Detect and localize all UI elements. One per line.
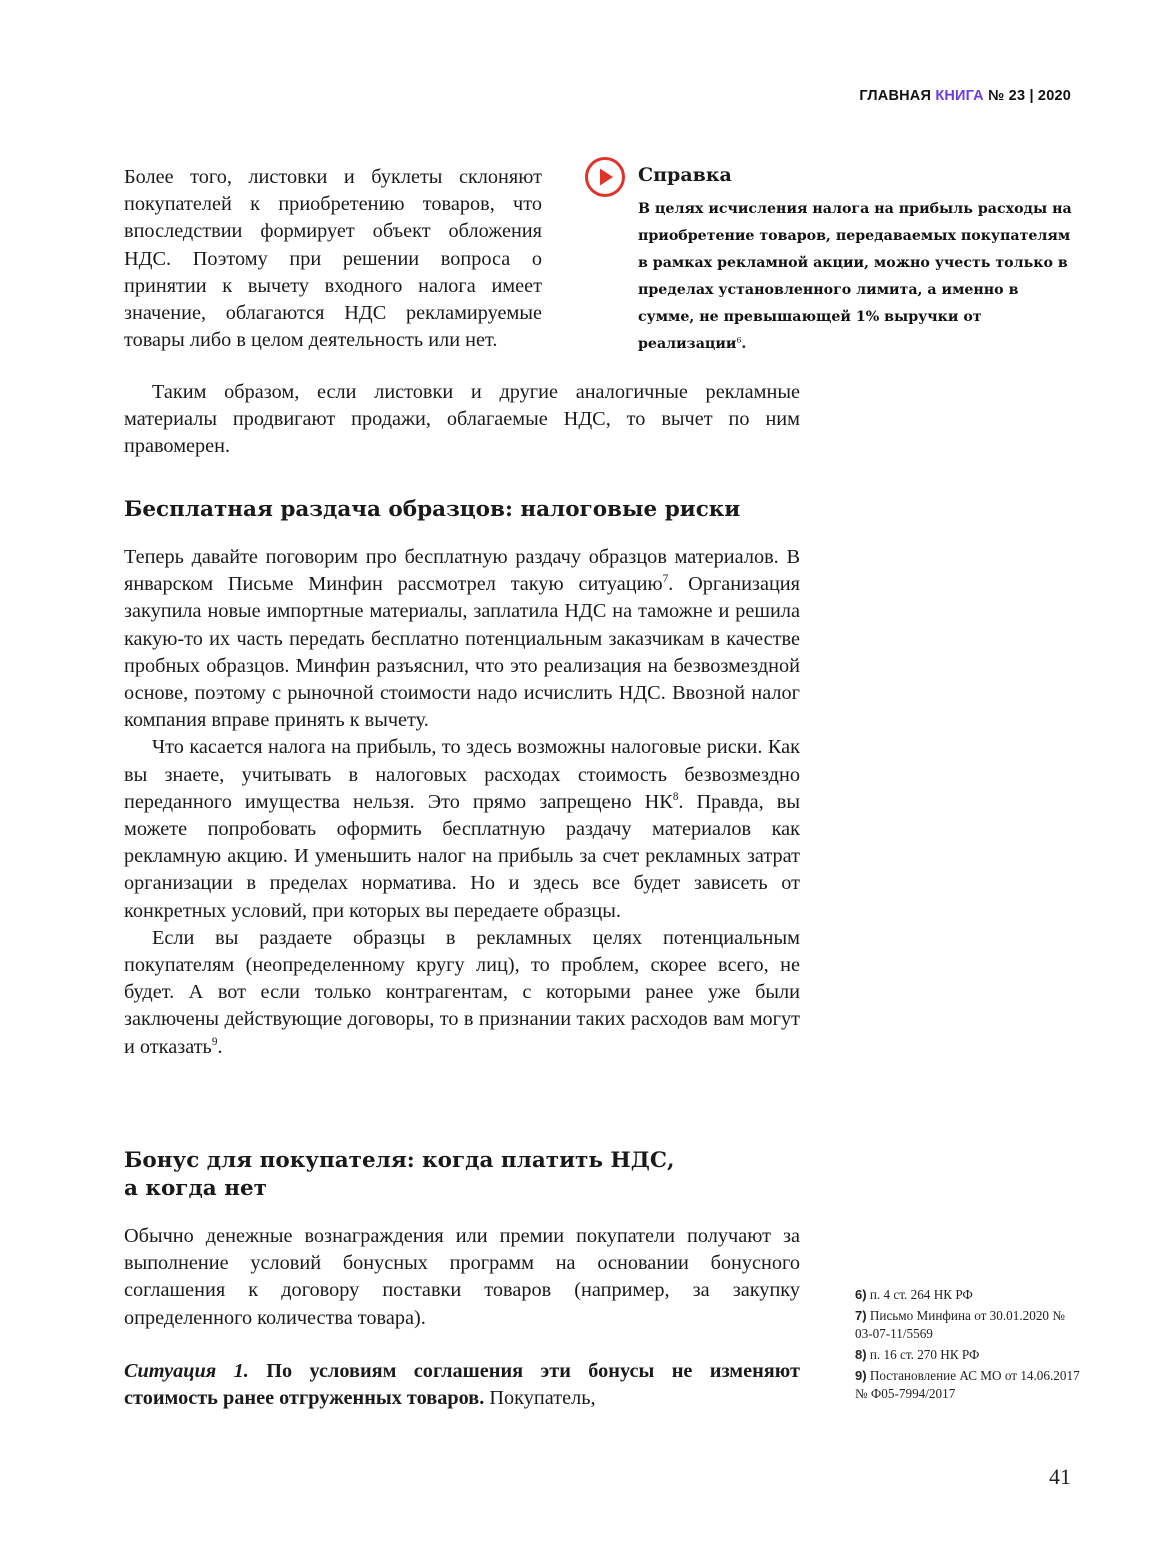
section-free-samples — [124, 496, 800, 1061]
issue-info: № 23 | 2020 — [988, 88, 1071, 104]
conclusion-paragraph: Таким образом, если листовки и другие аналогичные рекламные материалы продвигают продажи, облагаемые НДС, то вычет по ним правомерен. — [124, 381, 800, 458]
intro-block — [124, 164, 542, 354]
brand-main: ГЛАВНАЯ — [859, 88, 932, 104]
footnote: 9) Постановление АС МО от 14.06.2017 № Ф05-7994/2017 — [855, 1368, 1080, 1401]
footnote: 6) п. 4 ст. 264 НК РФ — [855, 1287, 973, 1302]
footnote-ref[interactable]: 9 — [211, 1035, 218, 1048]
intro-paragraph: Более того, листовки и буклеты склоняют покупателей к приобретению товаров, что впоследствии формирует объект обложения НДС. Поэтому при решении вопроса о принятии к вычету входного налога имеет значение, облагаются НДС рекламируемые товары либо в целом деятельность или нет. — [124, 166, 542, 352]
note-title: Справка — [638, 164, 732, 186]
running-header — [859, 88, 1071, 104]
section-heading: Бесплатная раздача образцов: налоговые риски — [124, 497, 741, 522]
situation-label: Ситуация 1. — [124, 1359, 249, 1382]
footnote: 7) Письмо Минфина от 30.01.2020 № 03-07-11/5569 — [855, 1308, 1065, 1341]
footnote-ref[interactable]: 8 — [672, 791, 679, 804]
situation-paragraph: Ситуация 1. По условиям соглашения эти бонусы не изменяют стоимость ранее отгруженных товаров. Покупатель, — [124, 1359, 800, 1410]
body-paragraph: Что касается налога на прибыль, то здесь возможны налоговые риски. Как вы знаете, учитывать в налоговых расходах стоимость безвозмездно переданного имущества нельзя. Это прямо запрещено $НК^8$. Правда, вы можете попробовать оформить бесплатную раздачу материалов как рекламную акцию. И уменьшить налог на прибыль за счет рекламных затрат организации в пределах норматива. Но и здесь все будет зависеть от конкретных условий, при которых вы передаете образцы. — [124, 736, 800, 922]
page-number: 41 — [1049, 1464, 1071, 1489]
footnote: 8) п. 16 ст. 270 НК РФ — [855, 1347, 980, 1362]
body-paragraph: Обычно денежные вознаграждения или премии покупатели получают за выполнение условий бонусных программ на основании бонусного соглашения к договору поставки товаров (например, за закупку определенного количества товара). — [124, 1225, 800, 1329]
footnote-ref[interactable]: 7 — [662, 573, 669, 586]
brand-accent: КНИГА — [935, 88, 984, 104]
footnotes — [855, 1286, 1085, 1406]
play-circle-icon — [584, 156, 626, 198]
section-heading: Бонус для покупателя: когда платить НДС, а когда нет — [124, 1148, 675, 1201]
body-paragraph: Теперь давайте поговорим про бесплатную раздачу образцов материалов. В январском Письме Минфин рассмотрел такую ситуацию$^7$. Организация закупила новые импортные материалы, заплатила НДС на таможне и решила какую-то их часть передать бесплатно потенциальным заказчикам в качестве пробных образцов. Минфин разъяснил, что это реализация на безвозмездной основе, поэтому с рыночной стоимости надо исчислить НДС. Ввозной налог компания вправе принять к вычету. — [124, 546, 800, 732]
note-text: В целях исчисления налога на прибыль расходы на приобретение товаров, передаваемых покупателям в рамках рекламной акции, можно учесть только в пределах установленного лимита, а именно в сумме, не превышающей 1% выручки от реализации$^6$. — [638, 201, 1072, 352]
body-paragraph: Если вы раздаете образцы в рекламных целях потенциальным покупателям (неопределенному кругу лиц), то проблем, скорее всего, не будет. А вот если только контрагентам, с которыми ранее уже были заключены действующие договоры, то в признании таких расходов вам могут и отказать$^9$. — [124, 926, 800, 1058]
section-advertising-conclusion — [124, 379, 800, 461]
footnote-ref[interactable]: 6 — [736, 335, 742, 345]
section-buyer-bonus — [124, 1147, 800, 1412]
